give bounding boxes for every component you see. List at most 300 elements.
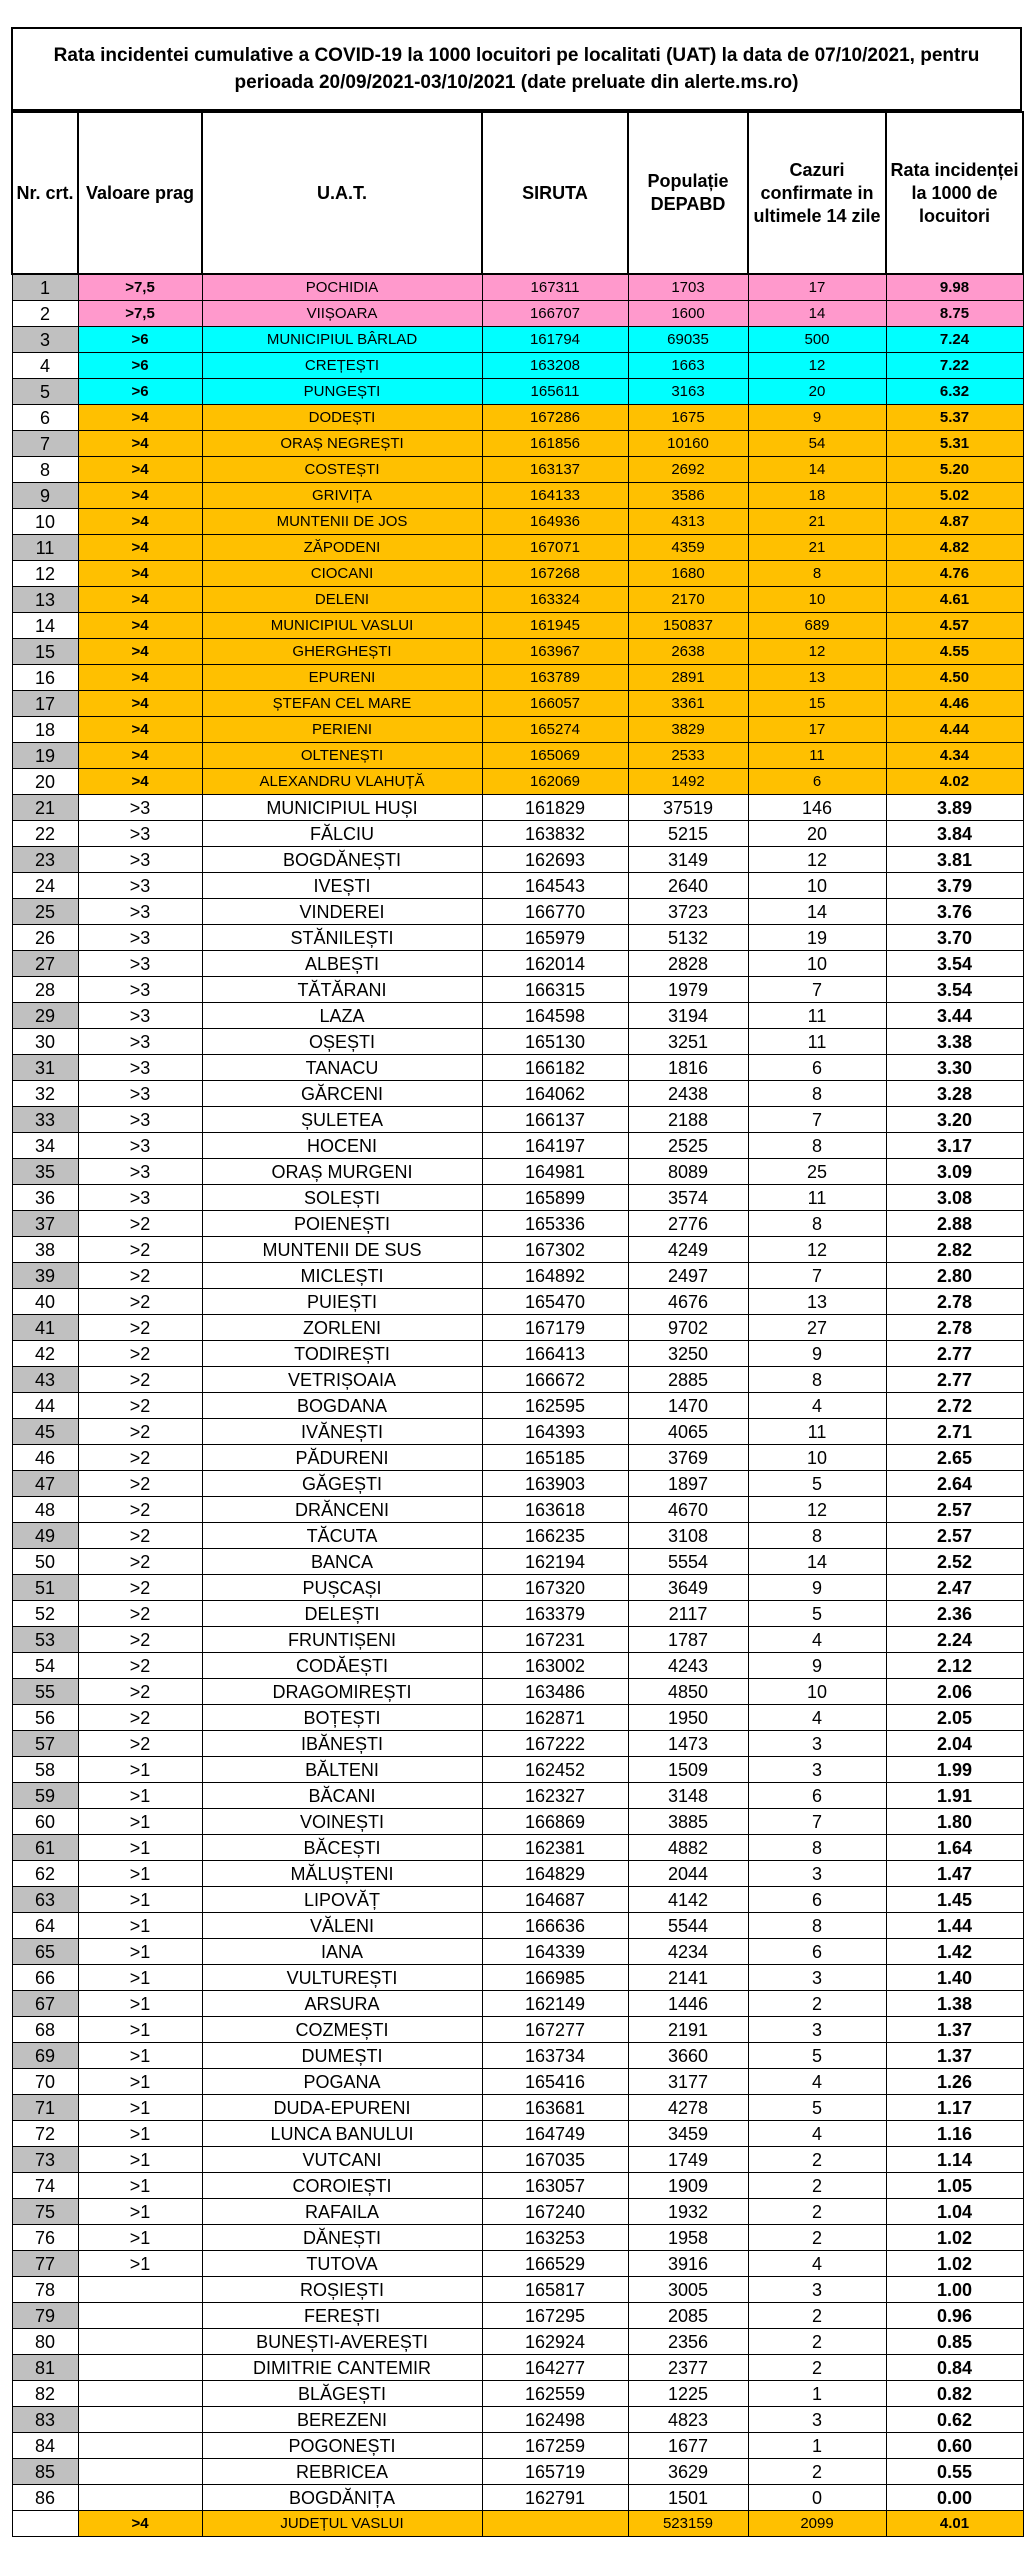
cell-valoare-prag: >1 <box>78 2251 202 2277</box>
cell-nr-crt: 53 <box>12 1627 78 1653</box>
cell-uat: ROȘIEȘTI <box>202 2277 482 2303</box>
cell-siruta: 164981 <box>482 1159 628 1185</box>
cell-siruta: 167302 <box>482 1237 628 1263</box>
cell-siruta: 163967 <box>482 639 628 665</box>
table-row <box>12 2277 1023 2303</box>
cell-valoare-prag: >1 <box>78 2121 202 2147</box>
cell-uat: BĂCEȘTI <box>202 1835 482 1861</box>
cell-rata: 2.77 <box>886 1341 1023 1367</box>
cell-rata: 4.55 <box>886 639 1023 665</box>
cell-valoare-prag <box>78 2277 202 2303</box>
cell-cazuri: 10 <box>748 873 886 899</box>
cell-siruta: 162595 <box>482 1393 628 1419</box>
cell-populatie: 4234 <box>628 1939 748 1965</box>
table-row <box>12 1315 1023 1341</box>
cell-uat: LIPOVĂȚ <box>202 1887 482 1913</box>
cell-rata: 8.75 <box>886 301 1023 327</box>
cell-valoare-prag: >4 <box>78 665 202 691</box>
cell-siruta: 167035 <box>482 2147 628 2173</box>
cell-siruta: 165185 <box>482 1445 628 1471</box>
cell-cazuri: 13 <box>748 1289 886 1315</box>
cell-uat: CREȚEȘTI <box>202 353 482 379</box>
cell-siruta: 166137 <box>482 1107 628 1133</box>
cell-siruta: 167286 <box>482 405 628 431</box>
cell-uat: CIOCANI <box>202 561 482 587</box>
cell-rata: 5.37 <box>886 405 1023 431</box>
table-row <box>12 301 1023 327</box>
cell-valoare-prag: >2 <box>78 1341 202 1367</box>
cell-populatie: 4249 <box>628 1237 748 1263</box>
header-populatie: Populație DEPABD <box>628 112 748 274</box>
cell-nr-crt: 70 <box>12 2069 78 2095</box>
cell-nr-crt: 1 <box>12 274 78 301</box>
cell-rata: 2.05 <box>886 1705 1023 1731</box>
cell-nr-crt: 55 <box>12 1679 78 1705</box>
cell-populatie: 1979 <box>628 977 748 1003</box>
cell-valoare-prag: >1 <box>78 1991 202 2017</box>
cell-nr-crt: 8 <box>12 457 78 483</box>
cell-cazuri: 7 <box>748 977 886 1003</box>
cell-uat: FEREȘTI <box>202 2303 482 2329</box>
cell-valoare-prag: >3 <box>78 1159 202 1185</box>
total-row <box>12 2511 1023 2537</box>
table-row <box>12 1575 1023 1601</box>
cell-siruta: 167071 <box>482 535 628 561</box>
cell-populatie: 2141 <box>628 1965 748 1991</box>
table-row <box>12 1497 1023 1523</box>
cell-nr-crt: 84 <box>12 2433 78 2459</box>
cell-rata: 1.47 <box>886 1861 1023 1887</box>
cell-nr-crt: 69 <box>12 2043 78 2069</box>
cell-valoare-prag: >3 <box>78 1185 202 1211</box>
cell-siruta: 164393 <box>482 1419 628 1445</box>
table-row <box>12 1445 1023 1471</box>
cell-valoare-prag: >3 <box>78 1133 202 1159</box>
cell-populatie: 1675 <box>628 405 748 431</box>
cell-rata: 2.71 <box>886 1419 1023 1445</box>
cell-rata: 1.38 <box>886 1991 1023 2017</box>
cell-cazuri: 9 <box>748 1653 886 1679</box>
table-row <box>12 743 1023 769</box>
table-row <box>12 1809 1023 1835</box>
cell-rata: 0.84 <box>886 2355 1023 2381</box>
cell-populatie: 1703 <box>628 274 748 301</box>
cell-siruta: 165899 <box>482 1185 628 1211</box>
cell-rata: 7.22 <box>886 353 1023 379</box>
cell-rata: 1.42 <box>886 1939 1023 1965</box>
cell-cazuri: 27 <box>748 1315 886 1341</box>
cell-valoare-prag: >2 <box>78 1575 202 1601</box>
cell-valoare-prag: >2 <box>78 1471 202 1497</box>
cell-populatie: 4882 <box>628 1835 748 1861</box>
cell-valoare-prag <box>78 2381 202 2407</box>
cell-nr-crt: 51 <box>12 1575 78 1601</box>
cell-valoare-prag <box>78 2303 202 2329</box>
cell-nr-crt: 27 <box>12 951 78 977</box>
cell-cazuri: 12 <box>748 847 886 873</box>
cell-cazuri: 6 <box>748 1783 886 1809</box>
cell-rata: 1.37 <box>886 2017 1023 2043</box>
cell-nr-crt: 39 <box>12 1263 78 1289</box>
cell-populatie: 2885 <box>628 1367 748 1393</box>
cell-valoare-prag: >1 <box>78 1757 202 1783</box>
cell-populatie: 2692 <box>628 457 748 483</box>
table-row <box>12 1159 1023 1185</box>
cell-uat: COSTEȘTI <box>202 457 482 483</box>
table-row <box>12 951 1023 977</box>
cell-populatie: 3723 <box>628 899 748 925</box>
cell-populatie: 2117 <box>628 1601 748 1627</box>
cell-nr-crt: 20 <box>12 769 78 795</box>
table-row <box>12 1887 1023 1913</box>
cell-nr-crt: 29 <box>12 1003 78 1029</box>
cell-cazuri: 5 <box>748 2043 886 2069</box>
cell-cazuri: 1 <box>748 2381 886 2407</box>
cell-siruta: 165719 <box>482 2459 628 2485</box>
cell-rata: 3.54 <box>886 951 1023 977</box>
cell-nr-crt: 25 <box>12 899 78 925</box>
cell-rata: 3.81 <box>886 847 1023 873</box>
cell-nr-crt: 30 <box>12 1029 78 1055</box>
cell-nr-crt: 32 <box>12 1081 78 1107</box>
cell-uat: JUDEȚUL VASLUI <box>202 2511 482 2537</box>
cell-populatie: 3250 <box>628 1341 748 1367</box>
cell-cazuri: 1 <box>748 2433 886 2459</box>
cell-valoare-prag: >2 <box>78 1393 202 1419</box>
cell-valoare-prag <box>78 2329 202 2355</box>
cell-rata: 2.78 <box>886 1289 1023 1315</box>
cell-rata: 4.46 <box>886 691 1023 717</box>
cell-populatie: 1749 <box>628 2147 748 2173</box>
cell-cazuri: 2 <box>748 2147 886 2173</box>
cell-valoare-prag: >1 <box>78 1913 202 1939</box>
cell-cazuri: 13 <box>748 665 886 691</box>
table-row <box>12 1341 1023 1367</box>
cell-populatie: 1897 <box>628 1471 748 1497</box>
cell-uat: VINDEREI <box>202 899 482 925</box>
cell-uat: BANCA <box>202 1549 482 1575</box>
cell-nr-crt: 54 <box>12 1653 78 1679</box>
cell-rata: 3.08 <box>886 1185 1023 1211</box>
cell-uat: ZĂPODENI <box>202 535 482 561</box>
header-cazuri: Cazuri confirmate in ultimele 14 zile <box>748 112 886 274</box>
cell-cazuri: 4 <box>748 1393 886 1419</box>
cell-uat: HOCENI <box>202 1133 482 1159</box>
cell-nr-crt: 38 <box>12 1237 78 1263</box>
cell-rata: 1.44 <box>886 1913 1023 1939</box>
cell-populatie: 1680 <box>628 561 748 587</box>
cell-valoare-prag: >3 <box>78 951 202 977</box>
cell-cazuri: 17 <box>748 717 886 743</box>
cell-uat: VULTUREȘTI <box>202 1965 482 1991</box>
cell-populatie: 3660 <box>628 2043 748 2069</box>
cell-populatie: 3885 <box>628 1809 748 1835</box>
cell-siruta: 166707 <box>482 301 628 327</box>
cell-rata: 5.20 <box>886 457 1023 483</box>
table-row <box>12 535 1023 561</box>
cell-uat: BOȚEȘTI <box>202 1705 482 1731</box>
cell-populatie: 3194 <box>628 1003 748 1029</box>
cell-populatie: 3108 <box>628 1523 748 1549</box>
cell-siruta: 163379 <box>482 1601 628 1627</box>
cell-nr-crt: 10 <box>12 509 78 535</box>
cell-siruta: 167277 <box>482 2017 628 2043</box>
cell-populatie: 3629 <box>628 2459 748 2485</box>
cell-uat: VETRIȘOAIA <box>202 1367 482 1393</box>
table-row <box>12 639 1023 665</box>
cell-siruta: 167179 <box>482 1315 628 1341</box>
cell-nr-crt: 81 <box>12 2355 78 2381</box>
cell-nr-crt: 75 <box>12 2199 78 2225</box>
cell-siruta: 162014 <box>482 951 628 977</box>
cell-uat: VIIȘOARA <box>202 301 482 327</box>
cell-rata: 1.05 <box>886 2173 1023 2199</box>
cell-siruta: 164133 <box>482 483 628 509</box>
cell-nr-crt: 72 <box>12 2121 78 2147</box>
cell-rata: 0.96 <box>886 2303 1023 2329</box>
cell-uat: ORAȘ NEGREȘTI <box>202 431 482 457</box>
cell-siruta: 161945 <box>482 613 628 639</box>
table-row <box>12 2355 1023 2381</box>
cell-siruta: 163486 <box>482 1679 628 1705</box>
table-row <box>12 795 1023 821</box>
cell-uat: FRUNTIȘENI <box>202 1627 482 1653</box>
cell-cazuri: 3 <box>748 1731 886 1757</box>
cell-nr-crt: 23 <box>12 847 78 873</box>
cell-populatie: 1663 <box>628 353 748 379</box>
cell-rata: 1.14 <box>886 2147 1023 2173</box>
cell-rata: 1.99 <box>886 1757 1023 1783</box>
cell-cazuri: 500 <box>748 327 886 353</box>
cell-populatie: 1501 <box>628 2485 748 2511</box>
table-row <box>12 353 1023 379</box>
cell-uat: MUNTENII DE JOS <box>202 509 482 535</box>
cell-rata: 3.30 <box>886 1055 1023 1081</box>
cell-populatie: 2044 <box>628 1861 748 1887</box>
cell-uat: STĂNILEȘTI <box>202 925 482 951</box>
header-valoare-prag: Valoare prag <box>78 112 202 274</box>
cell-valoare-prag: >2 <box>78 1211 202 1237</box>
cell-siruta: 163002 <box>482 1653 628 1679</box>
cell-populatie: 1509 <box>628 1757 748 1783</box>
cell-cazuri: 11 <box>748 743 886 769</box>
cell-cazuri: 14 <box>748 899 886 925</box>
cell-nr-crt: 11 <box>12 535 78 561</box>
cell-populatie: 5554 <box>628 1549 748 1575</box>
header-uat: U.A.T. <box>202 112 482 274</box>
cell-valoare-prag <box>78 2355 202 2381</box>
cell-valoare-prag: >3 <box>78 795 202 821</box>
cell-rata: 2.57 <box>886 1497 1023 1523</box>
cell-rata: 3.44 <box>886 1003 1023 1029</box>
cell-nr-crt: 21 <box>12 795 78 821</box>
table-row <box>12 1549 1023 1575</box>
cell-cazuri: 21 <box>748 535 886 561</box>
cell-valoare-prag: >2 <box>78 1523 202 1549</box>
report-title: Rata incidentei cumulative a COVID-19 la 1000 locuitori pe localitati (UAT) la data de 07/10/2021, pentru perioada 20/09/2021-03/10/2021 (date preluate din alerte.ms.ro) <box>11 27 1022 111</box>
cell-uat: BOGDANA <box>202 1393 482 1419</box>
table-row <box>12 1107 1023 1133</box>
cell-rata: 0.62 <box>886 2407 1023 2433</box>
cell-valoare-prag: >2 <box>78 1705 202 1731</box>
cell-populatie: 2191 <box>628 2017 748 2043</box>
cell-rata: 4.87 <box>886 509 1023 535</box>
cell-rata: 3.70 <box>886 925 1023 951</box>
cell-siruta: 164749 <box>482 2121 628 2147</box>
cell-rata: 4.02 <box>886 769 1023 795</box>
cell-populatie: 37519 <box>628 795 748 821</box>
cell-populatie: 2638 <box>628 639 748 665</box>
table-row <box>12 1133 1023 1159</box>
cell-rata: 1.17 <box>886 2095 1023 2121</box>
cell-rata: 0.82 <box>886 2381 1023 2407</box>
cell-cazuri: 3 <box>748 1757 886 1783</box>
cell-rata: 9.98 <box>886 274 1023 301</box>
cell-rata: 2.52 <box>886 1549 1023 1575</box>
cell-valoare-prag: >2 <box>78 1679 202 1705</box>
cell-rata: 0.00 <box>886 2485 1023 2511</box>
cell-cazuri: 12 <box>748 1237 886 1263</box>
cell-rata: 4.82 <box>886 535 1023 561</box>
cell-valoare-prag: >1 <box>78 2095 202 2121</box>
cell-uat: TUTOVA <box>202 2251 482 2277</box>
cell-siruta: 162924 <box>482 2329 628 2355</box>
cell-valoare-prag: >3 <box>78 1107 202 1133</box>
cell-cazuri: 6 <box>748 1939 886 1965</box>
cell-populatie: 1909 <box>628 2173 748 2199</box>
cell-nr-crt: 58 <box>12 1757 78 1783</box>
cell-rata: 1.00 <box>886 2277 1023 2303</box>
cell-populatie: 4676 <box>628 1289 748 1315</box>
cell-valoare-prag: >1 <box>78 2069 202 2095</box>
cell-nr-crt: 48 <box>12 1497 78 1523</box>
cell-populatie: 4142 <box>628 1887 748 1913</box>
cell-nr-crt: 79 <box>12 2303 78 2329</box>
table-row <box>12 1263 1023 1289</box>
cell-rata: 3.89 <box>886 795 1023 821</box>
cell-siruta: 163253 <box>482 2225 628 2251</box>
table-row <box>12 1783 1023 1809</box>
cell-valoare-prag <box>78 2407 202 2433</box>
cell-rata: 2.77 <box>886 1367 1023 1393</box>
table-row <box>12 2329 1023 2355</box>
cell-valoare-prag: >2 <box>78 1367 202 1393</box>
cell-rata: 3.17 <box>886 1133 1023 1159</box>
cell-valoare-prag: >2 <box>78 1237 202 1263</box>
cell-rata: 3.20 <box>886 1107 1023 1133</box>
cell-siruta: 162069 <box>482 769 628 795</box>
cell-cazuri: 3 <box>748 2277 886 2303</box>
cell-siruta: 161856 <box>482 431 628 457</box>
cell-siruta: 165069 <box>482 743 628 769</box>
cell-siruta: 162871 <box>482 1705 628 1731</box>
cell-populatie: 2640 <box>628 873 748 899</box>
table-row <box>12 2381 1023 2407</box>
cell-siruta: 165470 <box>482 1289 628 1315</box>
cell-siruta: 162381 <box>482 1835 628 1861</box>
cell-siruta: 167311 <box>482 274 628 301</box>
cell-cazuri: 19 <box>748 925 886 951</box>
cell-cazuri: 6 <box>748 1887 886 1913</box>
cell-valoare-prag: >3 <box>78 1055 202 1081</box>
cell-populatie: 3177 <box>628 2069 748 2095</box>
cell-uat: TODIREȘTI <box>202 1341 482 1367</box>
cell-populatie: 4278 <box>628 2095 748 2121</box>
cell-cazuri: 2 <box>748 1991 886 2017</box>
cell-rata: 2.04 <box>886 1731 1023 1757</box>
cell-uat: PUNGEȘTI <box>202 379 482 405</box>
table-row <box>12 2043 1023 2069</box>
table-row <box>12 2459 1023 2485</box>
cell-uat: FĂLCIU <box>202 821 482 847</box>
cell-siruta: 164277 <box>482 2355 628 2381</box>
cell-rata: 2.78 <box>886 1315 1023 1341</box>
cell-rata: 1.37 <box>886 2043 1023 2069</box>
cell-siruta: 166869 <box>482 1809 628 1835</box>
cell-populatie: 3148 <box>628 1783 748 1809</box>
cell-cazuri: 3 <box>748 1861 886 1887</box>
cell-nr-crt: 59 <box>12 1783 78 1809</box>
cell-rata: 4.44 <box>886 717 1023 743</box>
cell-uat: COZMEȘTI <box>202 2017 482 2043</box>
cell-uat: OȘEȘTI <box>202 1029 482 1055</box>
table-row <box>12 1627 1023 1653</box>
cell-siruta: 164197 <box>482 1133 628 1159</box>
cell-rata: 2.82 <box>886 1237 1023 1263</box>
cell-siruta: 165130 <box>482 1029 628 1055</box>
cell-populatie: 3574 <box>628 1185 748 1211</box>
cell-valoare-prag: >3 <box>78 899 202 925</box>
cell-siruta: 164339 <box>482 1939 628 1965</box>
cell-cazuri: 8 <box>748 1367 886 1393</box>
cell-nr-crt: 67 <box>12 1991 78 2017</box>
cell-siruta: 166413 <box>482 1341 628 1367</box>
cell-cazuri: 21 <box>748 509 886 535</box>
incidence-table <box>11 111 1024 2537</box>
cell-valoare-prag: >2 <box>78 1289 202 1315</box>
cell-rata: 1.02 <box>886 2251 1023 2277</box>
table-row <box>12 1939 1023 1965</box>
header-row <box>12 112 1023 274</box>
cell-uat: POGANA <box>202 2069 482 2095</box>
cell-cazuri: 17 <box>748 274 886 301</box>
table-row <box>12 2095 1023 2121</box>
cell-cazuri: 6 <box>748 1055 886 1081</box>
cell-cazuri: 9 <box>748 1341 886 1367</box>
cell-populatie: 4850 <box>628 1679 748 1705</box>
cell-cazuri: 2 <box>748 2329 886 2355</box>
table-row <box>12 899 1023 925</box>
cell-siruta: 162498 <box>482 2407 628 2433</box>
cell-uat: MUNICIPIUL HUȘI <box>202 795 482 821</box>
cell-uat: DĂNEȘTI <box>202 2225 482 2251</box>
cell-uat: DELENI <box>202 587 482 613</box>
cell-populatie: 5544 <box>628 1913 748 1939</box>
cell-nr-crt: 45 <box>12 1419 78 1445</box>
cell-valoare-prag: >3 <box>78 1081 202 1107</box>
cell-nr-crt: 44 <box>12 1393 78 1419</box>
table-row <box>12 1367 1023 1393</box>
cell-uat: ALEXANDRU VLAHUȚĂ <box>202 769 482 795</box>
cell-populatie: 8089 <box>628 1159 748 1185</box>
table-row <box>12 561 1023 587</box>
cell-nr-crt: 31 <box>12 1055 78 1081</box>
cell-rata: 2.36 <box>886 1601 1023 1627</box>
cell-nr-crt: 86 <box>12 2485 78 2511</box>
cell-rata: 2.65 <box>886 1445 1023 1471</box>
table-row <box>12 2485 1023 2511</box>
table-row <box>12 613 1023 639</box>
